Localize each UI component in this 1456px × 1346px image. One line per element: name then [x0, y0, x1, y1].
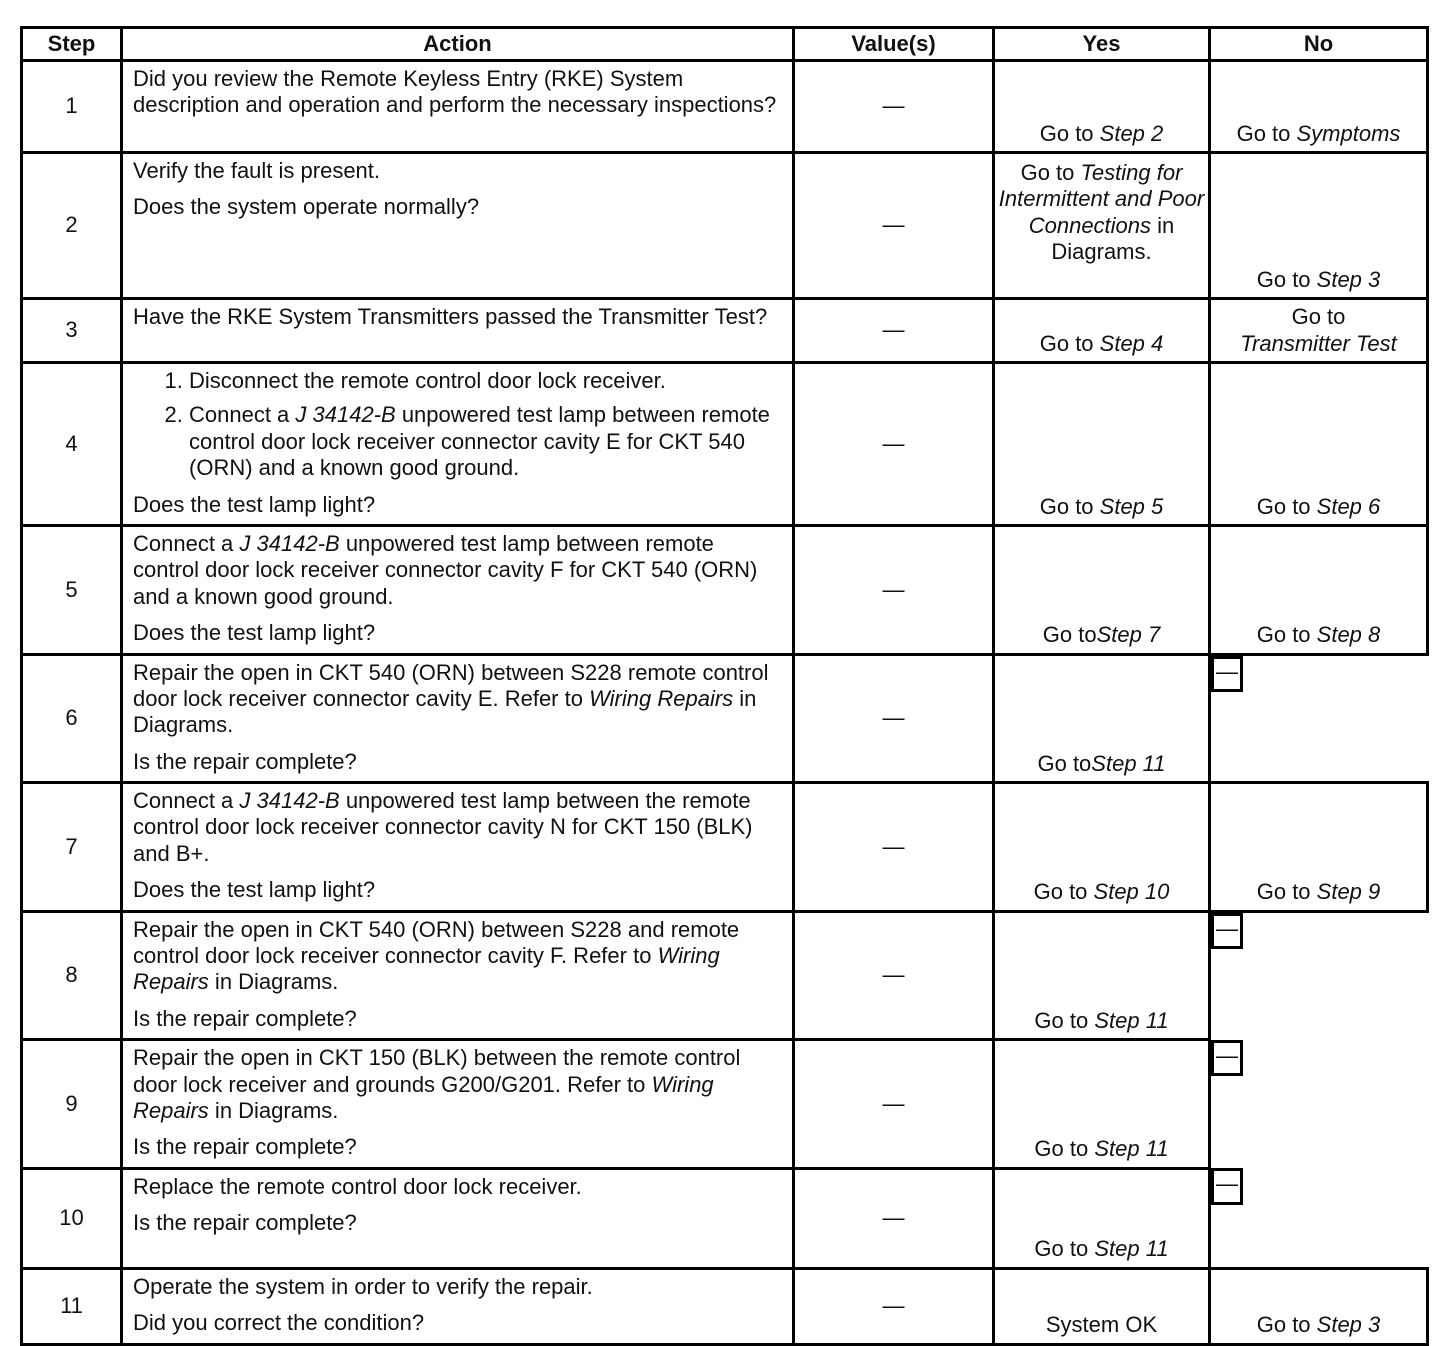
header-yes: Yes	[994, 28, 1210, 61]
no-cell: Go to Step 6	[1210, 363, 1428, 526]
table-row	[22, 783, 1428, 912]
table-row	[22, 299, 1428, 363]
action-text: Have the RKE System Transmitters passed the Transmitter Test?	[133, 304, 768, 329]
step-number: 5	[22, 525, 122, 654]
step-number: 10	[22, 1168, 122, 1268]
action-text: Operate the system in order to verify the repair.	[133, 1273, 593, 1299]
header-no: No	[1210, 28, 1428, 61]
value-cell: —	[794, 1268, 994, 1344]
step-number: 3	[22, 299, 122, 363]
no-cell: —	[1211, 1040, 1243, 1076]
value-cell: —	[794, 525, 994, 654]
yes-cell: Go to Step 4	[994, 299, 1210, 363]
table-row	[22, 1040, 1428, 1169]
value-cell: —	[794, 153, 994, 299]
action-cell	[122, 911, 794, 1040]
action-question: Does the test lamp light?	[133, 877, 376, 903]
step-number: 1	[22, 61, 122, 153]
value-cell: —	[794, 783, 994, 912]
yes-cell: Go to Step 11	[994, 911, 1210, 1040]
action-text: Repair the open in CKT 540 (ORN) between S228 remote control door lock receiver connector cavity E. Refer to Wiring Repairs in Diagrams.	[133, 659, 769, 738]
action-cell	[122, 61, 794, 153]
step-number: 6	[22, 654, 122, 783]
action-text: Repair the open in CKT 540 (ORN) between S228 and remote control door lock receiver connector cavity F. Refer to Wiring Repairs in Diagrams.	[133, 916, 740, 995]
no-cell: Go to Symptoms	[1210, 61, 1428, 153]
action-cell	[122, 1268, 794, 1344]
action-question: Does the test lamp light?	[133, 491, 376, 517]
yes-cell: Go to Testing for Intermittent and Poor Connections in Diagrams.	[994, 153, 1210, 299]
list-item: 2. Connect a J 34142-B unpowered test lamp between remote control door lock receiver connector cavity E for CKT 540 (ORN) and a known good ground.	[189, 402, 784, 481]
table-row	[22, 1168, 1428, 1268]
action-cell	[122, 363, 794, 526]
action-cell	[122, 783, 794, 912]
action-question: Is the repair complete?	[133, 748, 357, 774]
no-cell: Go to Step 9	[1210, 783, 1428, 912]
yes-cell: Go toStep 11	[994, 654, 1210, 783]
value-cell: —	[794, 61, 994, 153]
table-row	[22, 153, 1428, 299]
table-row	[22, 61, 1428, 153]
no-cell: Go to Step 3	[1210, 1268, 1428, 1344]
action-cell	[122, 654, 794, 783]
no-cell: —	[1211, 656, 1243, 692]
action-text: Replace the remote control door lock receiver.	[133, 1173, 582, 1199]
step-number: 9	[22, 1040, 122, 1169]
yes-cell: System OK	[994, 1268, 1210, 1344]
action-cell	[122, 1168, 794, 1268]
action-question: Is the repair complete?	[133, 1005, 357, 1031]
header-action: Action	[122, 28, 794, 61]
yes-cell: Go to Step 11	[994, 1168, 1210, 1268]
value-cell: —	[794, 1168, 994, 1268]
action-question: Is the repair complete?	[133, 1210, 357, 1236]
value-cell: —	[794, 1040, 994, 1169]
step-number: 4	[22, 363, 122, 526]
table-row	[22, 363, 1428, 526]
yes-cell: Go to Step 2	[994, 61, 1210, 153]
list-item: 1. Disconnect the remote control door lock receiver.	[189, 368, 784, 394]
step-number: 7	[22, 783, 122, 912]
action-question: Did you correct the condition?	[133, 1310, 425, 1336]
no-cell: —	[1211, 1168, 1243, 1204]
header-row	[22, 28, 1428, 61]
action-cell	[122, 525, 794, 654]
no-cell: Go to Step 8	[1210, 525, 1428, 654]
action-text: Repair the open in CKT 150 (BLK) between the remote control door lock receiver and grounds G200/G201. Refer to Wiring Repairs in Diagrams.	[133, 1045, 741, 1123]
action-cell	[122, 299, 794, 363]
table-row	[22, 654, 1428, 783]
action-list	[133, 368, 784, 482]
action-question: Does the system operate normally?	[133, 194, 480, 220]
step-number: 8	[22, 911, 122, 1040]
value-cell: —	[794, 363, 994, 526]
action-question: Does the test lamp light?	[133, 620, 376, 646]
action-text: Connect a J 34142-B unpowered test lamp between remote control door lock receiver connector cavity F for CKT 540 (ORN) and a known good ground.	[133, 530, 758, 609]
yes-cell: Go to Step 5	[994, 363, 1210, 526]
action-text: Verify the fault is present.	[133, 158, 381, 183]
value-cell: —	[794, 299, 994, 363]
header-step: Step	[22, 28, 122, 61]
no-cell: Go to Step 3	[1210, 153, 1428, 299]
action-cell	[122, 1040, 794, 1169]
header-values: Value(s)	[794, 28, 994, 61]
action-question: Is the repair complete?	[133, 1134, 357, 1160]
yes-cell: Go to Step 11	[994, 1040, 1210, 1169]
value-cell: —	[794, 654, 994, 783]
diagnostic-table	[20, 26, 1429, 1346]
action-cell	[122, 153, 794, 299]
table-row	[22, 525, 1428, 654]
yes-cell: Go to Step 10	[994, 783, 1210, 912]
no-cell: Go to Transmitter Test	[1210, 299, 1428, 363]
table-row	[22, 1268, 1428, 1344]
value-cell: —	[794, 911, 994, 1040]
no-cell: —	[1211, 913, 1243, 949]
step-number: 11	[22, 1268, 122, 1344]
step-number: 2	[22, 153, 122, 299]
table-row	[22, 911, 1428, 1040]
yes-cell: Go toStep 7	[994, 525, 1210, 654]
action-text: Did you review the Remote Keyless Entry (RKE) System description and operation and perform the necessary inspections?	[133, 66, 777, 118]
action-text: Connect a J 34142-B unpowered test lamp between the remote control door lock receiver connector cavity N for CKT 150 (BLK) and B+.	[133, 788, 753, 866]
